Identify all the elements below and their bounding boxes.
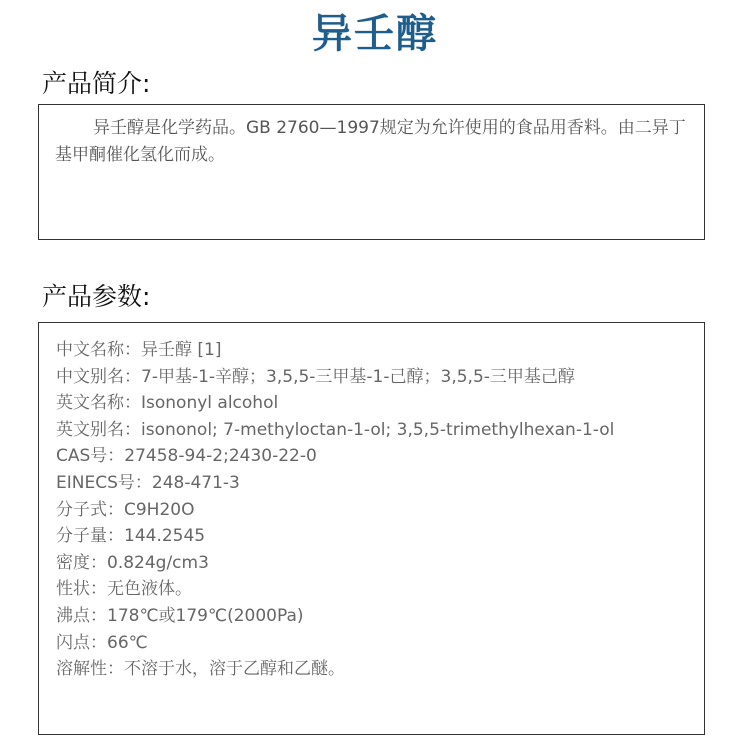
intro-box — [38, 104, 705, 240]
param-row-boiling-point: 沸点：178℃或179℃(2000Pa) — [56, 605, 304, 626]
param-row-molecular-weight: 分子量：144.2545 — [56, 526, 206, 547]
page-title: 异壬醇 — [312, 10, 438, 57]
param-row-einecs: EINECS号：248-471-3 — [56, 472, 240, 493]
param-row-chinese-name: 中文名称：异壬醇 [1] — [56, 340, 222, 360]
param-row-english-alias: 英文别名：isononol; 7-methyloctan-1-ol; 3,5,5-trimethylhexan-1-ol — [56, 419, 615, 440]
param-row-english-name: 英文名称：Isononyl alcohol — [56, 393, 279, 414]
param-row-appearance: 性状：无色液体。 — [56, 579, 192, 600]
params-heading: 产品参数: — [42, 282, 151, 311]
intro-text: 异壬醇是化学药品。GB 2760—1997规定为允许使用的食品用香料。由二异丁基甲酮催化氢化而成。 — [55, 118, 686, 165]
intro-heading: 产品简介: — [42, 69, 151, 98]
params-box — [38, 322, 705, 735]
param-row-flash-point: 闪点：66℃ — [56, 632, 148, 653]
param-row-solubility: 溶解性：不溶于水，溶于乙醇和乙醚。 — [56, 659, 345, 680]
param-row-cas: CAS号：27458-94-2;2430-22-0 — [56, 446, 317, 467]
param-row-density: 密度：0.824g/cm3 — [56, 552, 209, 573]
param-row-formula: 分子式：C9H20O — [56, 499, 195, 520]
params-list — [56, 337, 696, 683]
param-row-chinese-alias: 中文别名：7-甲基-1-辛醇；3,5,5-三甲基-1-己醇；3,5,5-三甲基己醇 — [56, 366, 575, 387]
